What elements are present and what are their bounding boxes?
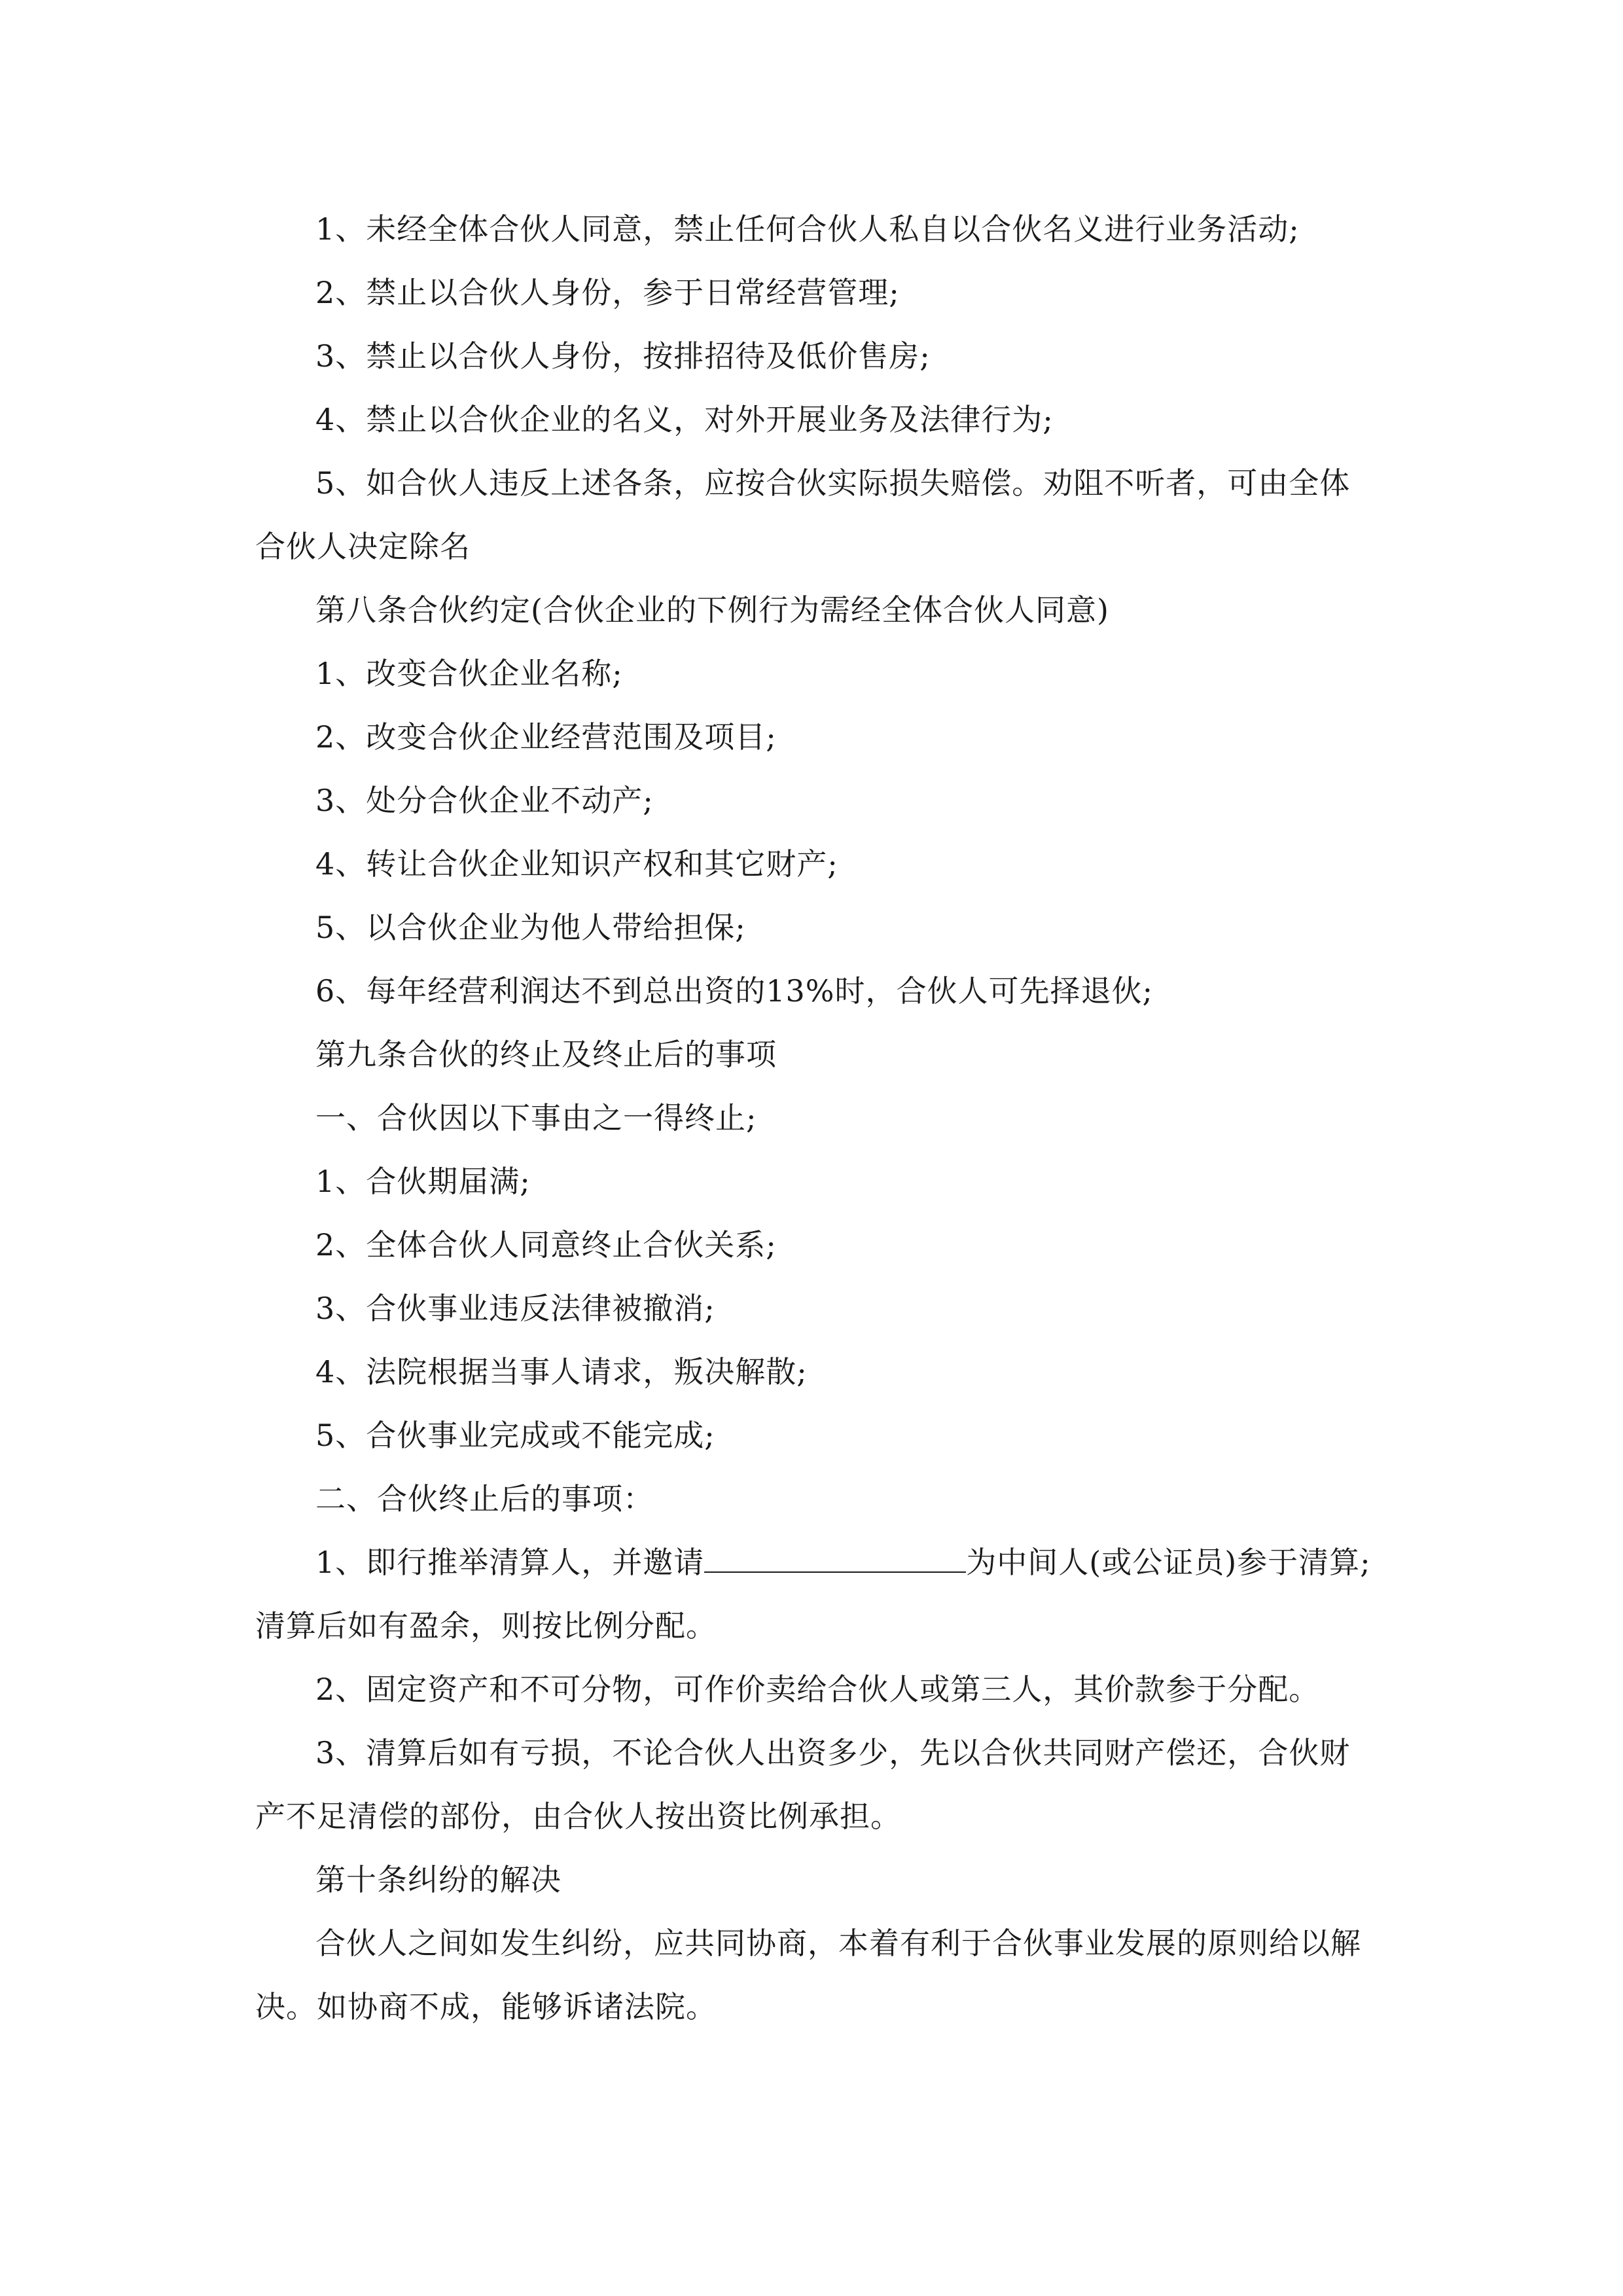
paragraph: 3、禁止以合伙人身份，按排招待及低价售房; (315, 338, 931, 374)
section-heading: 第十条纠纷的解决 (315, 1862, 562, 1897)
paragraph: 合伙人之间如发生纠纷，应共同协商，本着有利于合伙事业发展的原则给以解决。如协商不成，能够诉诸法院。 (255, 1926, 1361, 2024)
paragraph: 1、未经全体合伙人同意，禁止任何合伙人私自以合伙名义进行业务活动; (315, 211, 1300, 247)
paragraph: 6、每年经营利润达不到总出资的13%时，合伙人可先择退伙; (315, 973, 1154, 1009)
document-body (255, 198, 1381, 2039)
paragraph: 4、法院根据当事人请求，叛决解散; (315, 1354, 808, 1390)
paragraph: 5、以合伙企业为他人带给担保; (315, 910, 746, 945)
paragraph: 3、处分合伙企业不动产; (315, 783, 654, 818)
paragraph: 5、如合伙人违反上述各条，应按合伙实际损失赔偿。劝阻不听者，可由全体合伙人决定除名 (255, 465, 1351, 564)
paragraph: 一、合伙因以下事由之一得终止; (315, 1100, 757, 1136)
blank-line (704, 1543, 966, 1573)
section-heading: 第九条合伙的终止及终止后的事项 (315, 1037, 777, 1072)
paragraph: 2、改变合伙企业经营范围及项目; (315, 719, 777, 755)
clearing-text-before: 1、即行推举清算人，并邀请 (315, 1545, 705, 1580)
paragraph: 3、清算后如有亏损，不论合伙人出资多少，先以合伙共同财产偿还，合伙财产不足清偿的部份，由合伙人按出资比例承担。 (255, 1735, 1351, 1834)
paragraph: 2、禁止以合伙人身份，参于日常经营管理; (315, 275, 900, 310)
section-heading: 第八条合伙约定(合伙企业的下例行为需经全体合伙人同意) (315, 592, 1109, 628)
clearing-paragraph (255, 1531, 1381, 1658)
paragraph: 1、合伙期届满; (315, 1164, 531, 1199)
paragraph: 4、禁止以合伙企业的名义，对外开展业务及法律行为; (315, 402, 1054, 437)
clearing-text-after: 为中间人(或公证员)参于清算;清算后如有盈余，则按比例分配。 (255, 1545, 1371, 1643)
paragraph: 5、合伙事业完成或不能完成; (315, 1418, 715, 1453)
paragraph: 1、改变合伙企业名称; (315, 656, 623, 691)
paragraph: 2、全体合伙人同意终止合伙关系; (315, 1227, 777, 1263)
paragraph: 4、转让合伙企业知识产权和其它财产; (315, 846, 838, 882)
paragraph: 3、合伙事业违反法律被撤消; (315, 1291, 715, 1326)
paragraph: 2、固定资产和不可分物，可作价卖给合伙人或第三人，其价款参于分配。 (315, 1672, 1320, 1707)
paragraph: 二、合伙终止后的事项： (315, 1481, 654, 1516)
